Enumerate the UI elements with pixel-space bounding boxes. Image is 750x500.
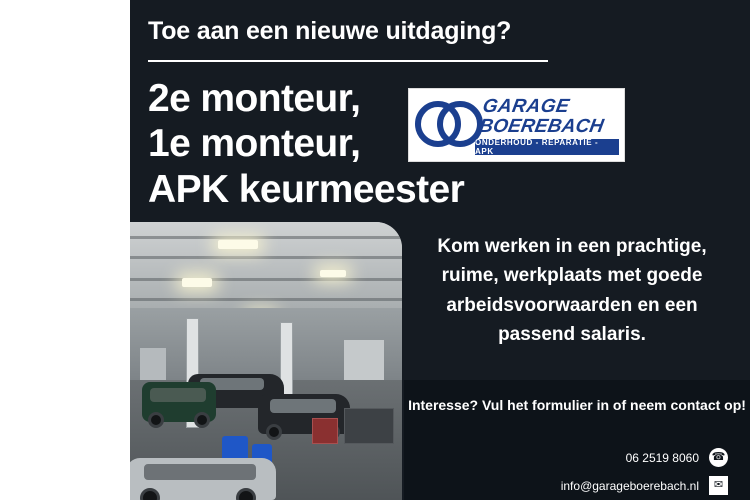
headline-line-3: APK keurmeester <box>148 167 465 211</box>
email-address: info@garageboerebach.nl <box>560 478 699 493</box>
photo-ceiling <box>130 222 402 308</box>
contact-panel <box>404 380 750 500</box>
ceiling-lamp <box>320 270 346 277</box>
kicker-text: Toe aan een nieuwe uitdaging? <box>148 17 512 45</box>
left-white-gutter <box>0 0 130 500</box>
tool-cabinet <box>312 418 338 444</box>
contact-title: Interesse? Vul het formulier in of neem contact op! <box>408 397 746 413</box>
contact-phone-row[interactable] <box>626 448 728 467</box>
car-wheel <box>148 412 164 428</box>
phone-icon: ☎ <box>709 448 728 467</box>
car-window <box>150 388 206 402</box>
garage-workshop-photo <box>130 222 402 500</box>
car-window <box>144 464 256 480</box>
photo-doorway <box>344 340 384 380</box>
car-wheel <box>194 412 210 428</box>
workbench <box>344 408 394 444</box>
ceiling-lamp <box>182 278 212 287</box>
logo-line-boerebach: BOEREBACH <box>477 115 606 137</box>
body-copy: Kom werken in een prachtige, ruime, werkplaats met goede arbeidsvoorwaarden en een passend salaris. <box>437 236 707 346</box>
headline-line-2: 1e monteur, <box>148 122 361 166</box>
car-wheel <box>266 424 282 440</box>
contact-email-row[interactable] <box>561 476 728 495</box>
car-window <box>270 399 336 413</box>
ceiling-lamp <box>218 240 258 249</box>
logo-line-garage: GARAGE <box>480 96 572 117</box>
logo-tagline: ONDERHOUD - REPARATIE - APK <box>475 139 619 155</box>
company-logo <box>408 88 625 162</box>
phone-number: 06 2519 8060 <box>625 450 699 465</box>
headline-line-1: 2e monteur, <box>148 76 361 120</box>
headline-divider <box>148 60 548 62</box>
photo-doorway <box>140 348 166 380</box>
envelope-icon: ✉ <box>709 476 728 495</box>
